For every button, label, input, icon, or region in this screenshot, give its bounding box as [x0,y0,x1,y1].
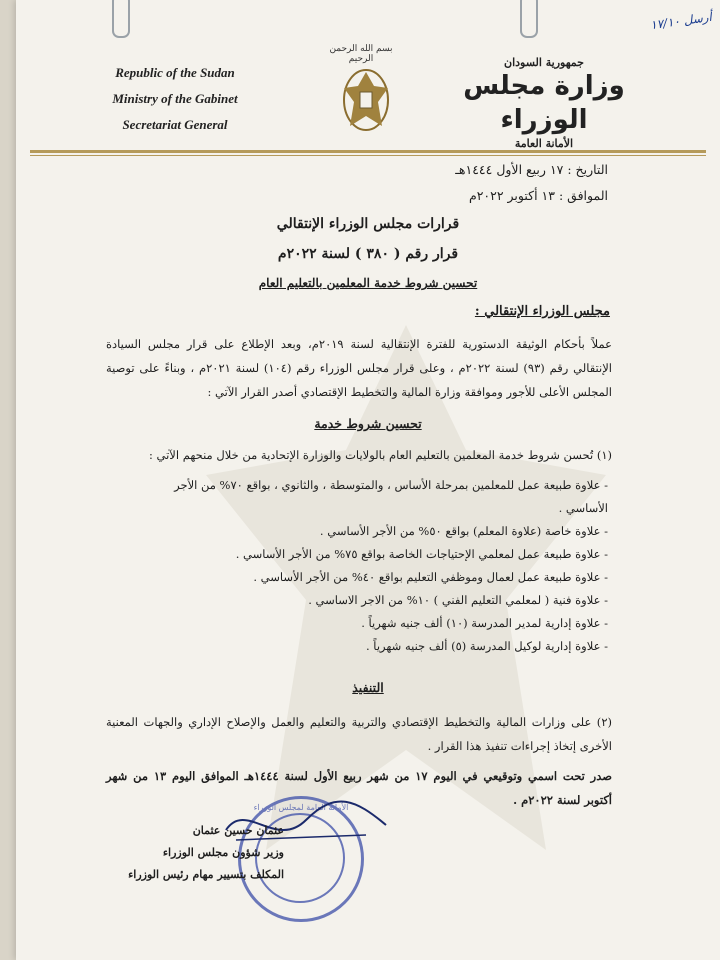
letterhead-line: Ministry of the Gabinet [112,91,238,106]
item1-intro: (١) تُحسن شروط خدمة المعلمين بالتعليم العام بالولايات والوزارة الإتحادية من خلال منحهم الآتي : [148,448,612,462]
decisions-title: قرارات مجلس الوزراء الإنتقالي [276,216,460,232]
header-rule [30,150,706,153]
paper-clip [520,0,538,38]
corresponding-value: ١٣ أكتوبر ٢٠٢٢م [468,188,555,203]
english-letterhead [70,60,280,138]
council-heading: مجلس الوزراء الإنتقالي : [474,304,610,319]
letterhead-ministry: وزارة مجلس الوزراء [463,71,625,135]
basmala: بسم الله الرحمن الرحيم [329,44,393,64]
item2-paragraph: (٢) على وزارات المالية والتخطيط الإقتصادي والتربية والتعليم والعمل والإصلاح الإداري والجهات المعنية الأخرى إتخاذ إجراءات تنفيذ هذا القرار . [106,715,612,753]
list-item: - علاوة طبيعة عمل للمعلمين بمرحلة الأساس ، والمتوسطة ، والثانوي ، بواقع ٧٠% من الأجر الأساسي . [136,474,608,520]
signatory-name: عثمان حسين عثمان [192,824,284,837]
preamble-paragraph: عملاً بأحكام الوثيقة الدستورية للفترة الإنتقالية لسنة ٢٠١٩م، وبعد الإطلاع على قرار مجلس السيادة الإنتقالي رقم (٩٣) لسنة ٢٠٢٢م ، وعلى قرار مجلس الوزراء رقم (١٠٤) لسنة ٢٠٢١م ، وبناءً على توصية المجلس الأعلى للأجور وموافقة وزارة المالية والتخطيط الإقتصادي أصدر القرار الآتي : [106,337,613,399]
letterhead-country: جمهورية السودان [504,56,584,69]
list-item: - علاوة خاصة (علاوة المعلم) بواقع ٥٠% من الأجر الأساسي . [136,520,608,543]
section1-heading: تحسين شروط خدمة [314,416,422,431]
header-rule-thin [30,155,706,156]
date-label: التاريخ : [567,162,608,177]
corresponding-date-line [469,188,608,203]
decision-number: قرار رقم ( ٣٨٠ ) لسنة ٢٠٢٢م [277,246,459,262]
date-value: ١٧ ربيع الأول ١٤٤٤هـ [455,162,564,177]
arabic-letterhead [454,56,634,150]
list-item: - علاوة طبيعة عمل لعمال وموظفي التعليم بواقع ٤٠% من الأجر الأساسي . [136,566,608,589]
corresponding-label: الموافق : [558,188,608,203]
decision-subject: تحسين شروط خدمة المعلمين بالتعليم العام [258,276,478,290]
list-item: - علاوة إدارية لوكيل المدرسة (٥) ألف جنيه شهرياً . [136,635,608,658]
list-item: - علاوة طبيعة عمل لمعلمي الإحتياجات الخاصة بواقع ٧٥% من الأجر الأساسي . [136,543,608,566]
letterhead-line: Secretariat General [122,117,228,132]
list-item: - علاوة فنية ( لمعلمي التعليم الفني ) ١٠% من الاجر الاساسي . [136,589,608,612]
letterhead-line: Republic of the Sudan [115,65,235,80]
signatory-title: وزير شؤون مجلس الوزراء [162,846,284,859]
signatory-block [128,820,284,886]
section2-heading: التنفيذ [352,680,384,695]
list-item: - علاوة إدارية لمدير المدرسة (١٠) ألف جنيه شهرياً . [136,612,608,635]
secretary-bird-emblem [334,58,398,138]
date-line [455,162,608,177]
handwritten-note: أرسل ١٧/١٠ [649,9,713,33]
closing-paragraph: صدر تحت اسمي وتوقيعي في اليوم ١٧ من شهر ربيع الأول لسنة ١٤٤٤هـ الموافق اليوم ١٣ من شهر أكتوبر لسنة ٢٠٢٢م . [106,769,613,807]
document-page [16,0,720,960]
letterhead-secretariat: الأمانة العامة [514,137,574,150]
signatory-title-acting: المكلف بتسيير مهام رئيس الوزراء [128,868,284,881]
paper-clip [112,0,130,38]
allowances-list [136,474,608,658]
stamp-text: الأمانة العامة لمجلس الوزراء [253,803,349,812]
